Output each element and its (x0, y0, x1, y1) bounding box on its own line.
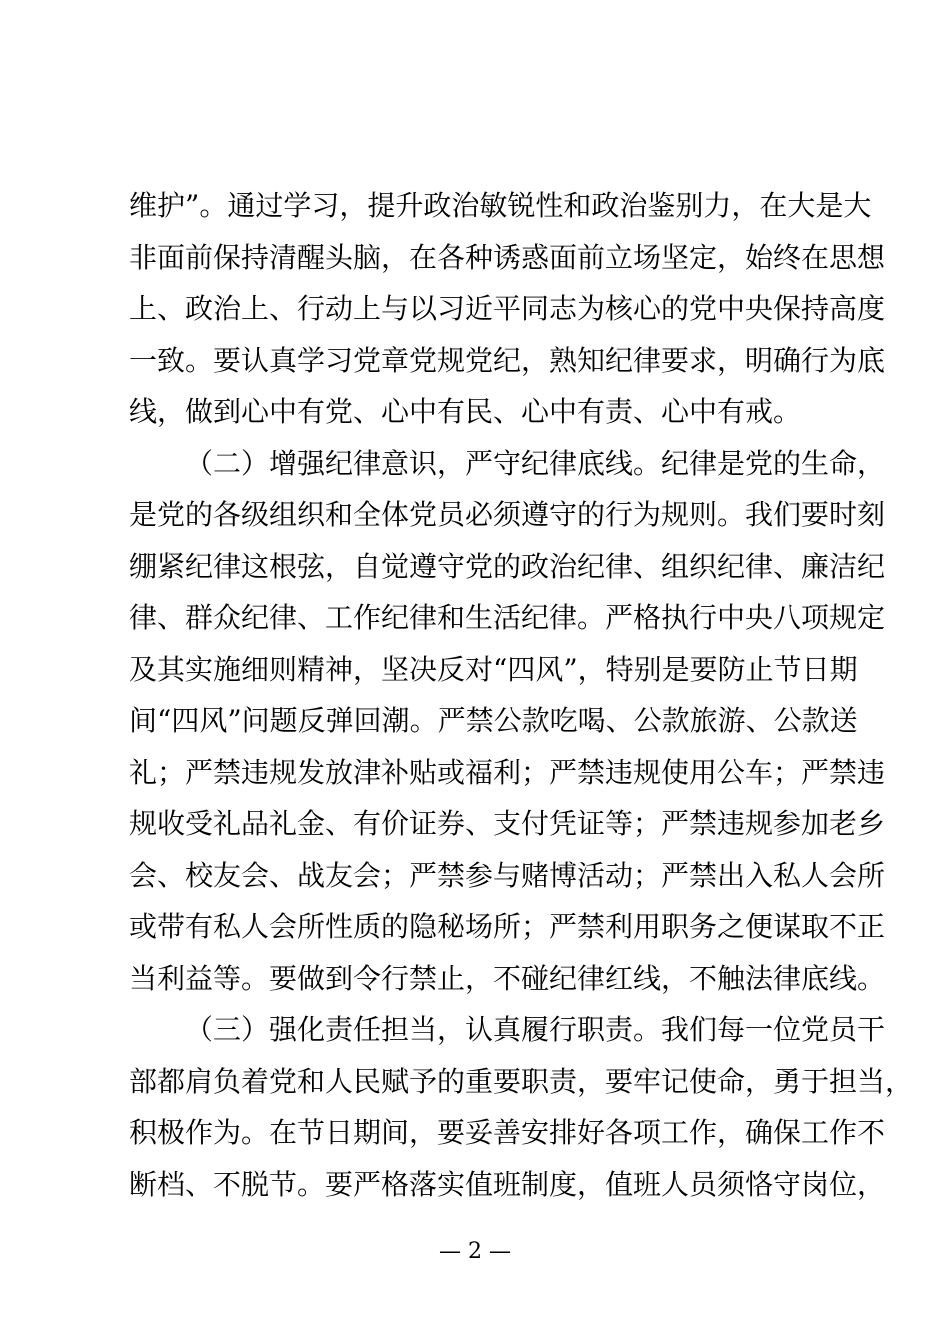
paragraph-political-awareness (129, 180, 886, 438)
text-line: 一致。要认真学习党章党规党纪，熟知纪律要求，明确行为底 (129, 343, 886, 377)
text-line: （二）增强纪律意识，严守纪律底线。纪律是党的生命， (185, 446, 886, 480)
text-line: 积极作为。在节日期间，要妥善安排好各项工作，确保工作不 (129, 1116, 886, 1149)
text-line: 律、群众纪律、工作纪律和生活纪律。严格执行中央八项规定 (129, 601, 886, 634)
text-line: 线，做到心中有党、心中有民、心中有责、心中有戒。 (129, 395, 802, 428)
text-line: 及其实施细则精神，坚决反对“四风”，特别是要防止节日期 (129, 652, 858, 686)
text-line: 当利益等。要做到令行禁止，不碰纪律红线，不触法律底线。 (129, 961, 886, 995)
document-body (129, 180, 914, 1210)
text-line: 非面前保持清醒头脑，在各种诱惑面前立场坚定，始终在思想 (129, 240, 886, 274)
text-line: 上、政治上、行动上与以习近平同志为核心的党中央保持高度 (129, 292, 886, 325)
text-line: 礼；严禁违规发放津补贴或福利；严禁违规使用公车；严禁违 (129, 755, 886, 789)
page-number: — 2 — (439, 1239, 511, 1264)
text-line: 维护”。通过学习，提升政治敏锐性和政治鉴别力，在大是大 (129, 189, 872, 222)
text-line: 是党的各级组织和全体党员必须遵守的行为规则。我们要时刻 (129, 498, 886, 531)
text-line: 断档、不脱节。要严格落实值班制度，值班人员须恪守岗位， (129, 1167, 886, 1201)
paragraph-responsibility (129, 1004, 914, 1210)
text-line: （三）强化责任担当，认真履行职责。我们每一位党员干 (185, 1013, 886, 1046)
text-line: 规收受礼品礼金、有价证券、支付凭证等；严禁违规参加老乡 (129, 807, 886, 840)
paragraph-discipline (129, 438, 886, 1005)
text-line: 会、校友会、战友会；严禁参与赌博活动；严禁出入私人会所 (129, 858, 886, 892)
text-line: 部都肩负着党和人民赋予的重要职责，要牢记使命，勇于担当， (129, 1064, 914, 1098)
text-line: 绷紧纪律这根弦，自觉遵守党的政治纪律、组织纪律、廉洁纪 (129, 549, 886, 583)
text-line: 间“四风”问题反弹回潮。严禁公款吃喝、公款旅游、公款送 (129, 704, 858, 737)
text-line: 或带有私人会所性质的隐秘场所；严禁利用职务之便谋取不正 (129, 910, 886, 943)
